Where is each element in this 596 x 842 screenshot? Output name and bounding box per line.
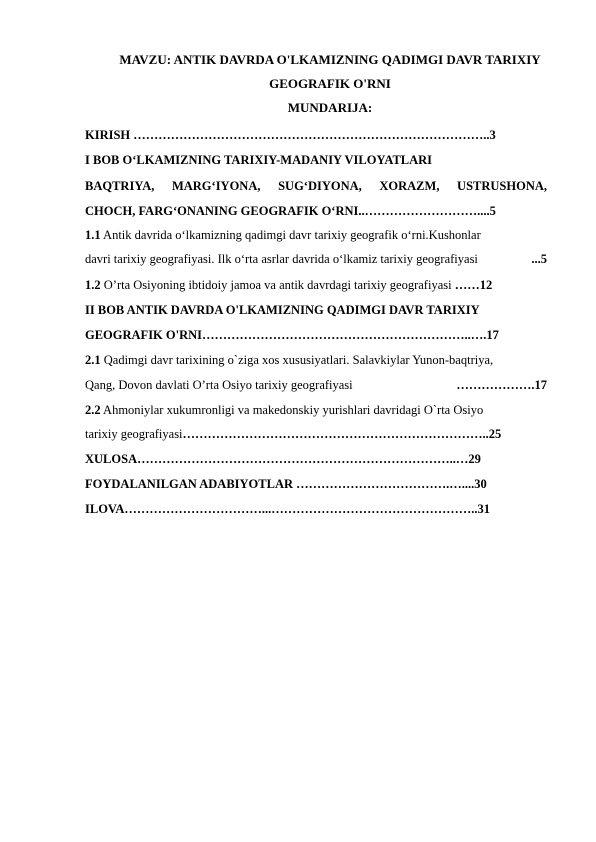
page-number: ………………………………………………………………..25 bbox=[182, 427, 502, 441]
section-number: 1.1 bbox=[85, 228, 101, 242]
toc-section-1-1-line-2 bbox=[85, 251, 547, 267]
toc-section-2-1-line-1 bbox=[85, 352, 547, 368]
section-text: davri tarixiy geografiyasi. Ilk o‘rta asrlar davrida o‘lkamiz tarixiy geografiyasi bbox=[85, 252, 478, 266]
document-title-line-2: GEOGRAFIK O'RNI bbox=[269, 76, 391, 91]
toc-entry-xulosa: XULOSA…………………………………………………………………..…29 bbox=[85, 452, 481, 466]
toc-chapter-1-line-3: CHOCH, FARG‘ONANING GEOGRAFIK O‘RNI..………………………....5 bbox=[85, 204, 496, 218]
section-text: O’rta Osiyoning ibtidoiy jamoa va antik davrdagi tarixiy geografiyasi bbox=[100, 278, 455, 292]
contents-heading: MUNDARIJA: bbox=[287, 100, 373, 115]
section-number: 2.2 bbox=[85, 403, 101, 417]
toc-chapter-1-line-1: I BOB O‘LKAMIZNING TARIXIY-MADANIY VILOYATLARI bbox=[85, 153, 433, 167]
toc-entry-ilova: ILOVA……………………………...…………………………………………..31 bbox=[85, 502, 490, 516]
section-text: Antik davrida o‘lkamizning qadimgi davr tarixiy geografik o‘rni.Kushonlar bbox=[100, 228, 481, 242]
toc-section-1-2 bbox=[85, 277, 547, 293]
section-text: tarixiy geografiyasi bbox=[85, 427, 183, 441]
section-text: Qadimgi davr tarixining o`ziga xos xususiyatlari. Salavkiylar Yunon-baqtriya, bbox=[100, 353, 494, 367]
toc-entry-foydalanilgan-adabiyotlar: FOYDALANILGAN ADABIYOTLAR ……………………………….…....30 bbox=[85, 477, 487, 491]
page-number: ……12 bbox=[454, 278, 493, 292]
section-text: Ahmoniylar xukumronligi va makedonskiy yurishlari davridagi O`rta Osiyo bbox=[100, 403, 484, 417]
toc-chapter-2-line-2: GEOGRAFIK O'RNI………………………………………………………..….17 bbox=[85, 328, 499, 342]
toc-chapter-1-line-2: BAQTRIYA, MARG‘IYONA, SUG‘DIYONA, XORAZM, USTRUSHONA, bbox=[85, 179, 547, 193]
toc-section-2-1-line-2 bbox=[85, 377, 547, 393]
section-text: Qang, Dovon davlati O’rta Osiyo tarixiy geografiyasi bbox=[85, 378, 353, 392]
section-number: 2.1 bbox=[85, 353, 101, 367]
toc-section-2-2-line-2 bbox=[85, 426, 547, 442]
page-number: ...5 bbox=[531, 252, 547, 266]
document-title-line-1: MAVZU: ANTIK DAVRDA O'LKAMIZNING QADIMGI DAVR TARIXIY bbox=[119, 52, 541, 67]
page-number: ……………….17 bbox=[456, 378, 547, 392]
toc-chapter-2-line-1: II BOB ANTIK DAVRDA O'LKAMIZNING QADIMGI DAVR TARIXIY bbox=[85, 303, 480, 317]
toc-section-1-1-line-1 bbox=[85, 227, 547, 243]
toc-section-2-2-line-1 bbox=[85, 402, 547, 418]
section-number: 1.2 bbox=[85, 278, 101, 292]
toc-entry-kirish: KIRISH …………………………………………………………………………..3 bbox=[85, 128, 496, 142]
